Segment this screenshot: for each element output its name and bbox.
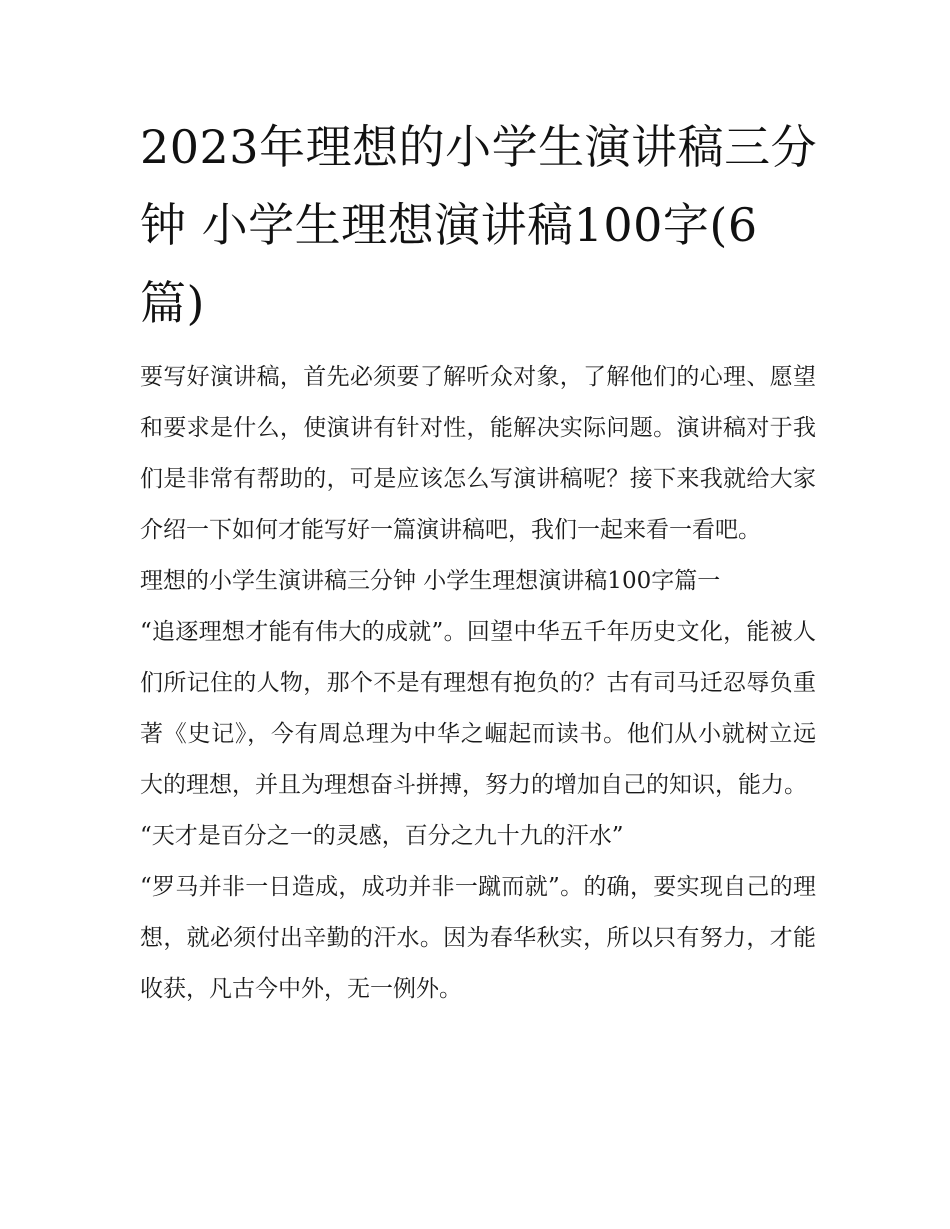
document-title: 2023年理想的小学生演讲稿三分钟 小学生理想演讲稿100字(6篇) (140, 120, 818, 330)
paragraph-intro: 要写好演讲稿，首先必须要了解听众对象，了解他们的心理、愿望和要求是什么，使演讲有针对性，能解决实际问题。演讲稿对于我们是非常有帮助的，可是应该怎么写演讲稿呢？接下来我就给大家介绍一下如何才能写好一篇演讲稿吧，我们一起来看一看吧。 (140, 364, 816, 543)
paragraph-ideal-achievement: “追逐理想才能有伟大的成就”。回望中华五千年历史文化，能被人们所记住的人物，那个不是有理想有抱负的？古有司马迁忍辱负重著《史记》，今有周总理为中华之崛起而读书。他们从小就树立远大的理想，并且为理想奋斗拼搏，努力的增加自己的知识，能力。 (140, 619, 816, 798)
paragraph-section-heading: 理想的小学生演讲稿三分钟 小学生理想演讲稿100字篇一 (140, 568, 721, 594)
document-body (140, 352, 816, 1015)
paragraph-genius-quote: “天才是百分之一的灵感，百分之九十九的汗水” (140, 823, 624, 849)
paragraph-rome-quote: “罗马并非一日造成，成功并非一蹴而就”。的确，要实现自己的理想，就必须付出辛勤的汗水。因为春华秋实，所以只有努力，才能收获，凡古今中外，无一例外。 (140, 874, 816, 1002)
